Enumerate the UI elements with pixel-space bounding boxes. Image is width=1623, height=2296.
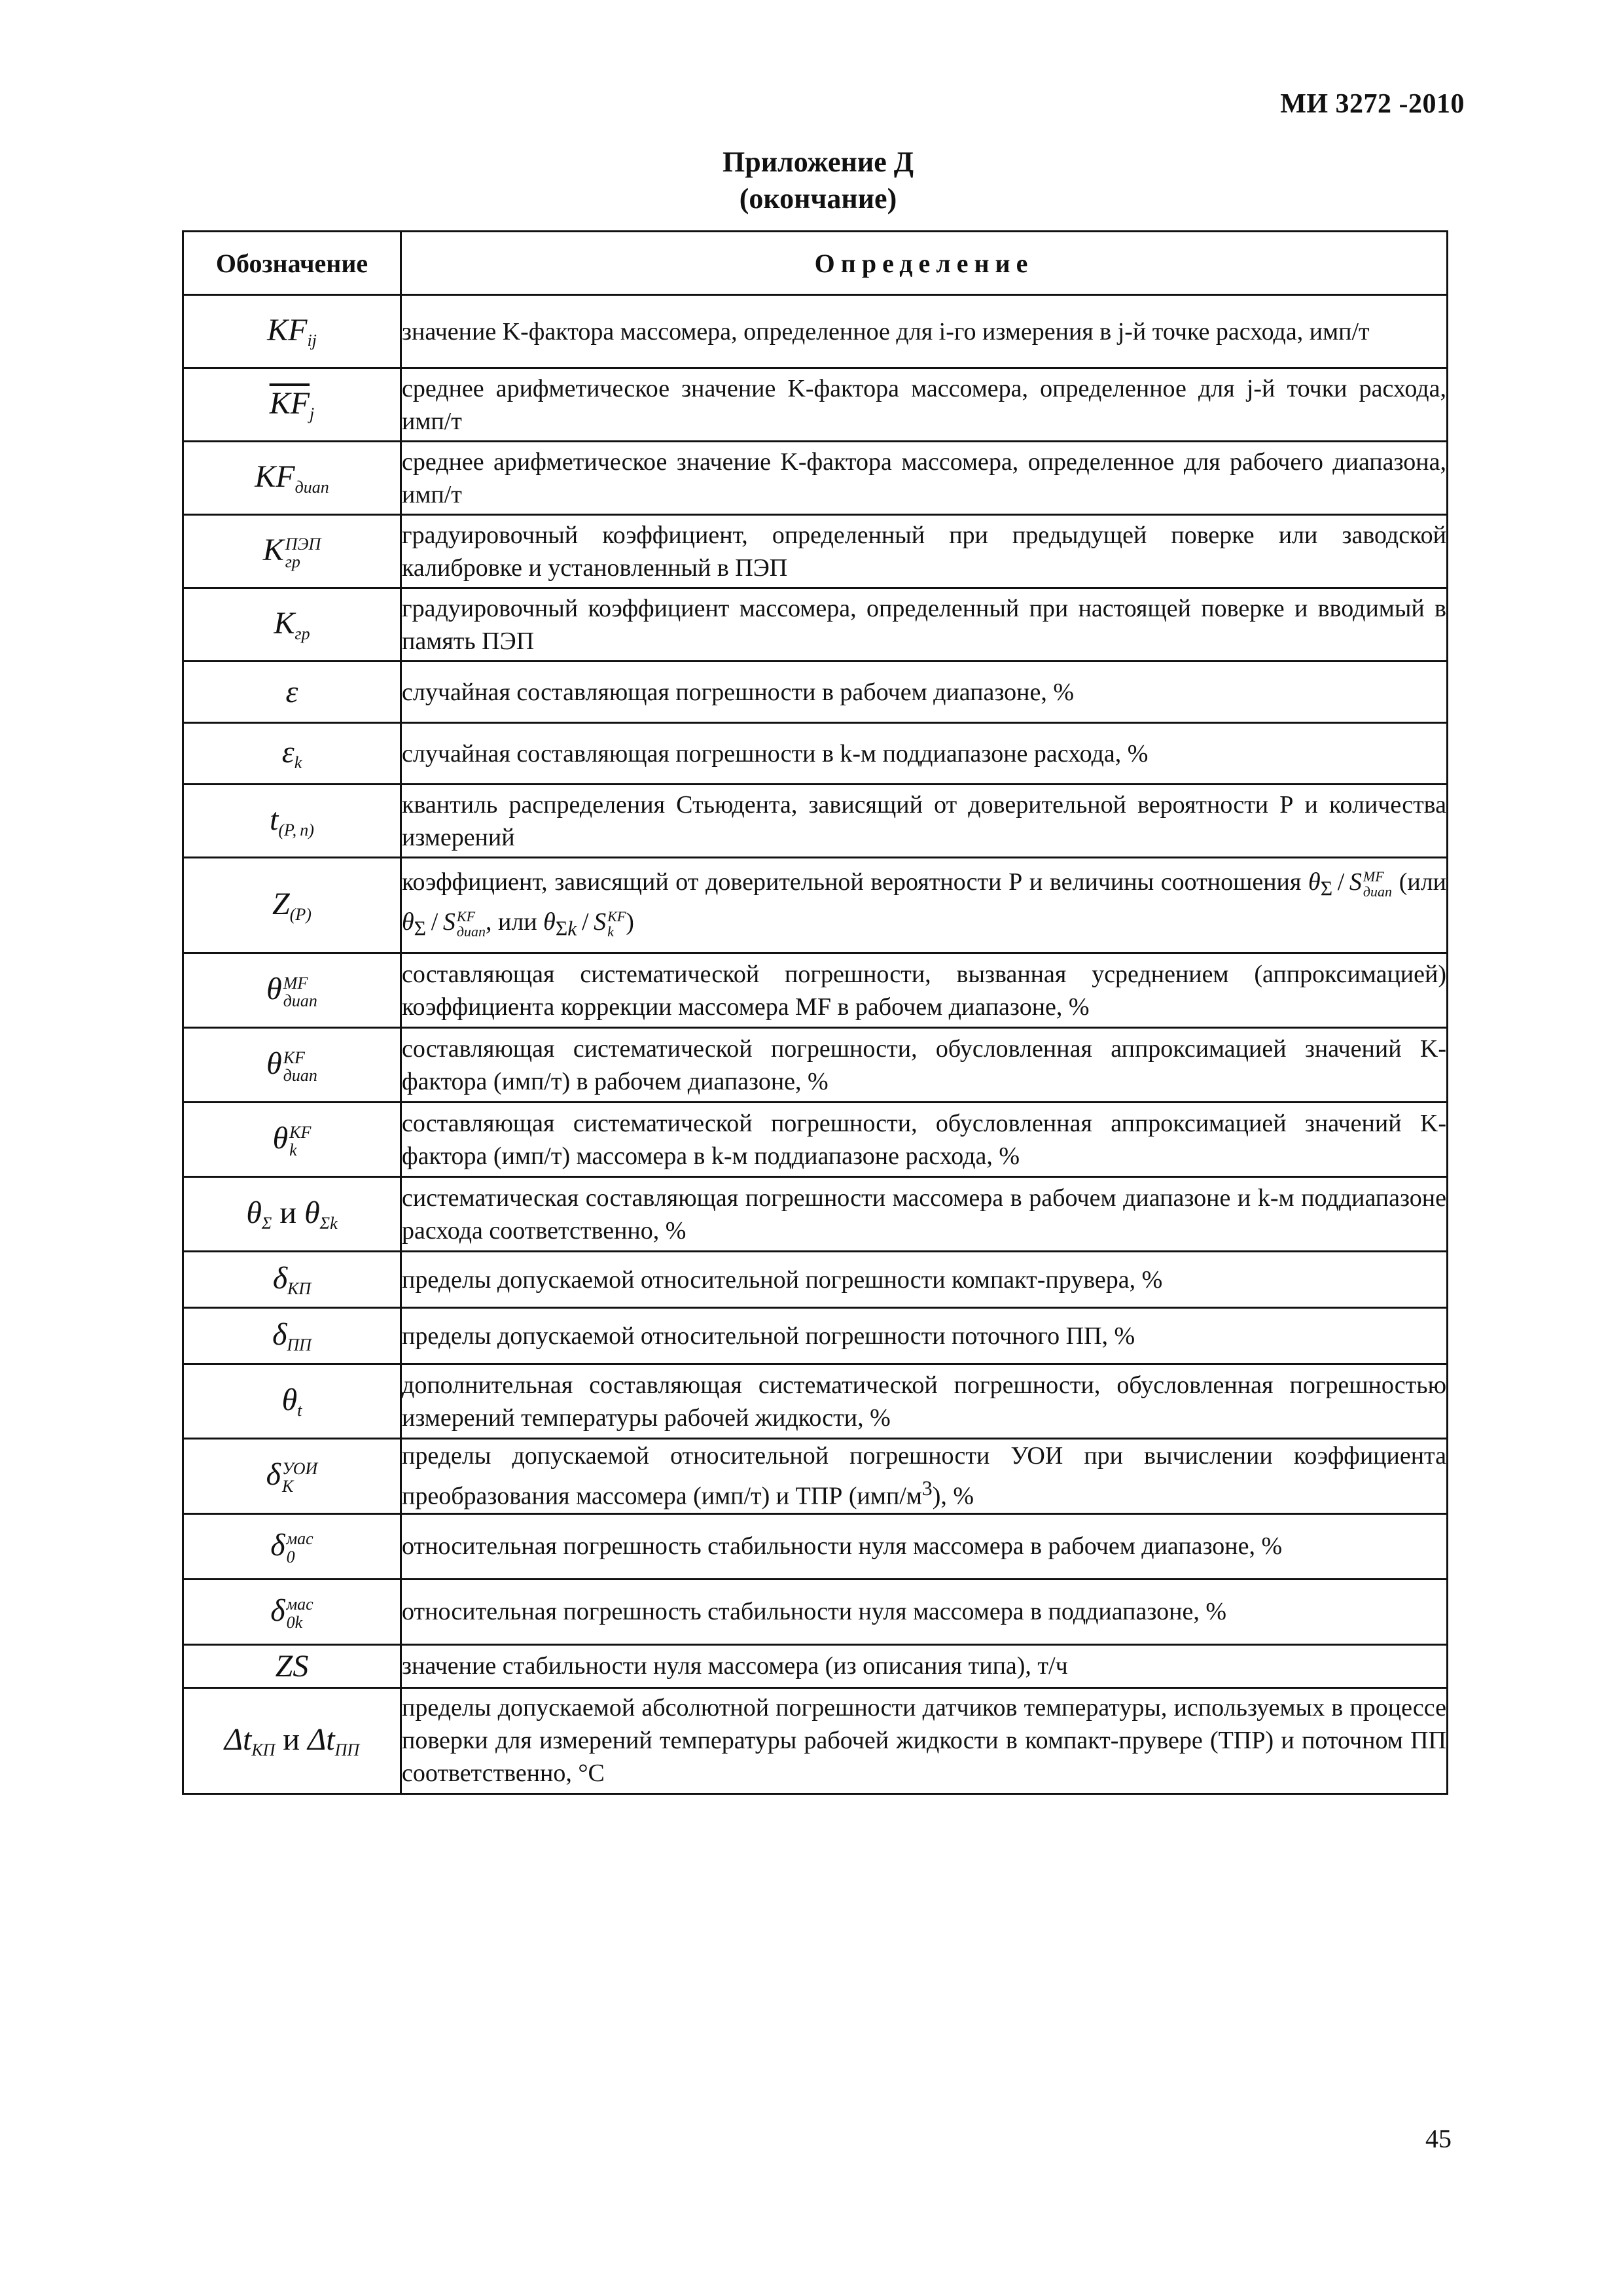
appendix-title: Приложение Д: [722, 146, 914, 178]
table-row: [183, 515, 1448, 588]
column-header-symbol: Обозначение: [183, 232, 401, 295]
table-row: [183, 1177, 1448, 1252]
symbol-cell: $\Delta t_{КП}$ и $\Delta t_{ПП}$: [183, 1687, 401, 1793]
definition-cell: пределы допускаемой относительной погрешности УОИ при вычислении коэффициента преобразования массомера (имп/т) и ТПР $(имп/м^3)$, %: [401, 1439, 1448, 1514]
definition-cell: значение стабильности нуля массомера (из описания типа), т/ч: [401, 1644, 1448, 1687]
definition-cell: пределы допускаемой относительной погрешности поточного ПП, %: [401, 1308, 1448, 1364]
table-header-row: [183, 232, 1448, 295]
table-row: [183, 1644, 1448, 1687]
definition-cell: пределы допускаемой абсолютной погрешности датчиков температуры, используемых в процессе поверки для измерений температуры рабочей жидкости в компакт-прувере (ТПР) и поточном ПП соответственно, °С: [401, 1687, 1448, 1793]
symbol-cell: $Z_{(P)}$: [183, 858, 401, 953]
definition-cell: среднее арифметическое значение K-фактора массомера, определенное для j-й точки расхода, имп/т: [401, 368, 1448, 442]
definition-cell: составляющая систематической погрешности, обусловленная аппроксимацией значений K-фактора (имп/т) массомера в k-м поддиапазоне расхода, %: [401, 1103, 1448, 1177]
definition-cell: [401, 858, 1448, 953]
symbol-cell: δ УОИ K: [183, 1439, 401, 1514]
table-row: [183, 785, 1448, 858]
appendix-subtitle: (окончание): [739, 183, 897, 215]
definition-cell: систематическая составляющая погрешности массомера в рабочем диапазоне и k-м поддиапазоне расхода соответственно, %: [401, 1177, 1448, 1252]
symbol-cell: $\theta_\Sigma$ и $\theta_{\Sigma k}$: [183, 1177, 401, 1252]
table-row: [183, 1687, 1448, 1793]
definition-cell: составляющая систематической погрешности, обусловленная аппроксимацией значений K-фактора (имп/т) в рабочем диапазоне, %: [401, 1028, 1448, 1103]
table-row: [183, 1513, 1448, 1579]
table-row: [183, 1028, 1448, 1103]
symbol-cell: ε: [183, 662, 401, 723]
definition-cell: дополнительная составляющая систематической погрешности, обусловленная погрешностью измерений температуры рабочей жидкости, %: [401, 1364, 1448, 1439]
definition-cell: градуировочный коэффициент, определенный при предыдущей поверке или заводской калибровке и установленный в ПЭП: [401, 515, 1448, 588]
column-header-definition: Определение: [401, 232, 1448, 295]
symbol-cell: θ MF диап: [183, 953, 401, 1028]
symbol-cell: θ KF диап: [183, 1028, 401, 1103]
table-row: [183, 442, 1448, 515]
document-code: МИ 3272 -2010: [1280, 89, 1465, 119]
definition-text: коэффициент, зависящий от доверительной вероятности Р и величины соотношения: [402, 868, 1309, 896]
symbol-cell: δ мас 0: [183, 1513, 401, 1579]
symbol-cell: δ мас 0k: [183, 1579, 401, 1644]
definition-cell: относительная погрешность стабильности нуля массомера в рабочем диапазоне, %: [401, 1513, 1448, 1579]
definition-cell: квантиль распределения Стьюдента, зависящий от доверительной вероятности Р и количества измерений: [401, 785, 1448, 858]
table-row: [183, 1439, 1448, 1514]
table-row: [183, 368, 1448, 442]
definitions-table: [182, 230, 1448, 1795]
ratio-formula: $\theta_\Sigma$ / S MF диап (или $\theta_\Sigma$ / S KF диап , или $\theta_{\Sigma k}$ / S KF k ): [402, 868, 1446, 940]
table-row: [183, 295, 1448, 368]
definition-cell: значение K-фактора массомера, определенное для i-го измерения в j-й точке расхода, имп/т: [401, 295, 1448, 368]
table-row: [183, 1252, 1448, 1308]
symbol-cell: K ПЭП гр: [183, 515, 401, 588]
symbol-cell: θ KF k: [183, 1103, 401, 1177]
table-row: [183, 1579, 1448, 1644]
symbol-cell: $\varepsilon_k$: [183, 723, 401, 785]
symbol-cell: $KF_{ij}$: [183, 295, 401, 368]
definition-cell: градуировочный коэффициент массомера, определенный при настоящей поверке и вводимый в память ПЭП: [401, 588, 1448, 662]
definition-cell: среднее арифметическое значение K-фактора массомера, определенное для рабочего диапазона, имп/т: [401, 442, 1448, 515]
definition-cell: относительная погрешность стабильности нуля массомера в поддиапазоне, %: [401, 1579, 1448, 1644]
definition-cell: пределы допускаемой относительной погрешности компакт-прувера, %: [401, 1252, 1448, 1308]
symbol-cell: $\theta_t$: [183, 1364, 401, 1439]
symbol-cell: $\delta_{КП}$: [183, 1252, 401, 1308]
definition-cell: составляющая систематической погрешности, вызванная усреднением (аппроксимацией) коэффициента коррекции массомера MF в рабочем диапазоне, %: [401, 953, 1448, 1028]
definition-cell: случайная составляющая погрешности в рабочем диапазоне, %: [401, 662, 1448, 723]
symbol-cell: $K_{гр}$: [183, 588, 401, 662]
table-row: [183, 858, 1448, 953]
symbol-cell: $\delta_{ПП}$: [183, 1308, 401, 1364]
table-row: [183, 662, 1448, 723]
definition-cell: случайная составляющая погрешности в k-м поддиапазоне расхода, %: [401, 723, 1448, 785]
table-row: [183, 1308, 1448, 1364]
table-row: [183, 1364, 1448, 1439]
symbol-cell: $KF_{диап}$: [183, 442, 401, 515]
symbol-cell: $t_{(P, n)}$: [183, 785, 401, 858]
table-row: [183, 588, 1448, 662]
symbol-cell: $\overline{KF}_j$: [183, 368, 401, 442]
table-row: [183, 953, 1448, 1028]
page-number: 45: [1425, 2124, 1452, 2153]
symbol-cell: ZS: [183, 1644, 401, 1687]
appendix-heading: [0, 144, 1623, 217]
table-row: [183, 1103, 1448, 1177]
table-row: [183, 723, 1448, 785]
